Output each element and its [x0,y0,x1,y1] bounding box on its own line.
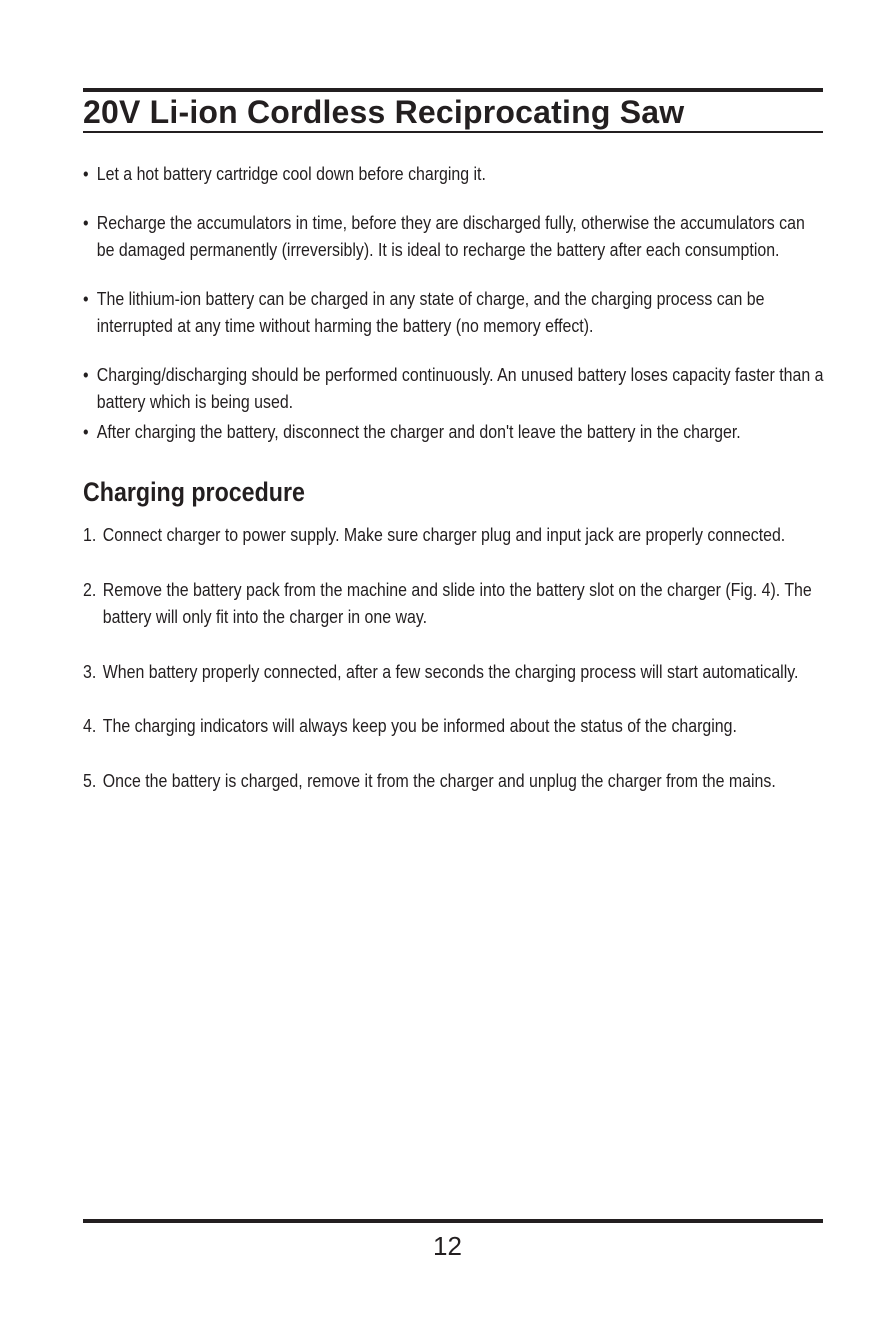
page-title: 20V Li-ion Cordless Reciprocating Saw [83,94,685,130]
bullet-marker: • [83,211,89,233]
list-item-text: Let a hot battery cartridge cool down before charging it. [96,163,486,184]
battery-tips-list [83,160,823,445]
step-text: When battery properly connected, after a few seconds the charging process will start automatically. [102,660,799,682]
bullet-marker: • [83,287,89,309]
step-number: 3. [83,660,97,682]
bullet-marker: • [83,420,89,442]
step-number: 5. [83,769,97,791]
list-item [83,285,823,340]
footer-rule [83,1219,823,1223]
list-item [83,160,823,188]
step-number: 4. [83,715,97,736]
step-item [83,521,829,549]
list-item-text: Recharge the accumulators in time, before they are discharged fully, otherwise the accumulators can be damaged permanently (irreversibly). It is ideal to recharge the battery after each consumption. [96,211,805,260]
bullet-marker: • [83,363,89,385]
step-text: Connect charger to power supply. Make sure charger plug and input jack are properly connected. [102,524,786,545]
step-text: The charging indicators will always keep you be informed about the status of the charging. [102,715,737,736]
header-bottom-rule [83,131,823,133]
list-item-text: After charging the battery, disconnect the charger and don't leave the battery in the charger. [96,420,741,442]
list-item-text: The lithium-ion battery can be charged in any state of charge, and the charging process can be interrupted at any time without harming the battery (no memory effect). [96,287,765,336]
list-item-text: Charging/discharging should be performed continuously. An unused battery loses capacity faster than a battery which is being used. [96,363,824,412]
step-item [83,576,829,631]
list-item [83,418,823,446]
step-text: Remove the battery pack from the machine and slide into the battery slot on the charger (Fig. 4). The battery will only fit into the charger in one way. [102,578,812,627]
step-number: 1. [83,524,97,545]
bullet-marker: • [83,163,89,184]
list-item [83,361,823,416]
page-content [83,160,823,794]
charging-steps-list [83,521,823,794]
list-item [83,209,823,264]
step-number: 2. [83,578,97,600]
step-item [83,712,829,740]
step-text: Once the battery is charged, remove it from the charger and unplug the charger from the mains. [102,769,776,791]
page-number: 12 [433,1231,462,1261]
step-item [83,658,829,686]
step-item [83,767,829,795]
charging-procedure-heading: Charging procedure [83,477,305,507]
